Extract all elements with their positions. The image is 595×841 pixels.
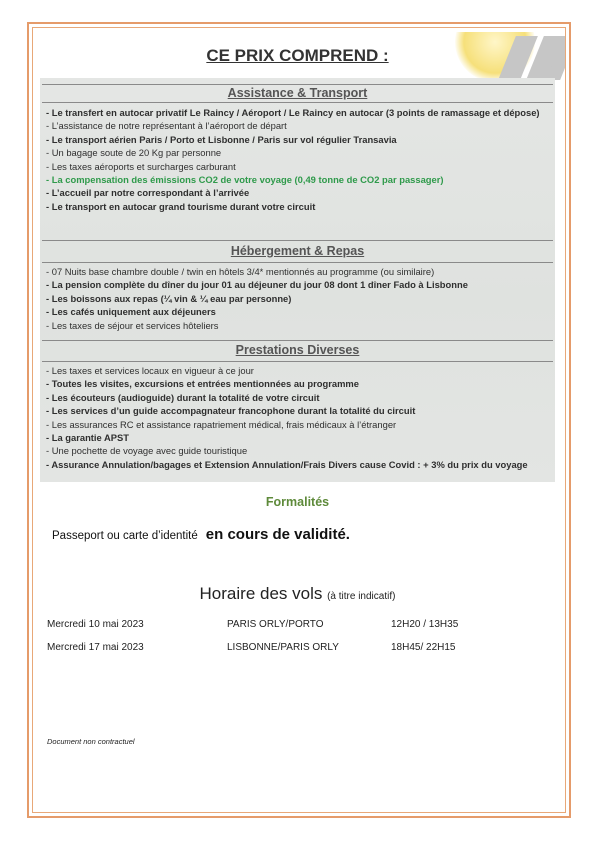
list-item: - Les taxes aéroports et surcharges carburant [46, 160, 236, 172]
flight-route: PARIS ORLY/PORTO [227, 619, 324, 630]
list-item: - L’assistance de notre représentant à l’aéroport de départ [46, 120, 287, 132]
flight-schedule-title [0, 584, 595, 604]
section-divider [42, 361, 553, 362]
list-item: - Les assurances RC et assistance rapatriement médical, frais médicaux à l’étranger [46, 418, 397, 430]
flight-time: 12H20 / 13H35 [391, 619, 459, 630]
flight-schedule-heading: Horaire des vols [199, 584, 323, 603]
list-item: - Le transport aérien Paris / Porto et Lisbonne / Paris sur vol régulier Transavia [46, 133, 397, 145]
list-item: - Les services d’un guide accompagnateur francophone durant la totalité du circuit [46, 405, 416, 417]
list-item: - Toutes les visites, excursions et entrées mentionnées au programme [46, 378, 359, 390]
flight-row [47, 619, 547, 633]
section-divider [42, 84, 553, 85]
flight-route: LISBONNE/PARIS ORLY [227, 642, 339, 653]
list-item: - 07 Nuits base chambre double / twin en hôtels 3/4* mentionnés au programme (ou similaire) [46, 266, 435, 277]
disclaimer-note: Document non contractuel [47, 737, 135, 746]
formalites-document: Passeport ou carte d’identité [52, 530, 198, 542]
section-title-hebergement: Hébergement & Repas [230, 244, 365, 258]
list-item: - Un bagage soute de 20 Kg par personne [46, 147, 222, 159]
list-item: - Les boissons aux repas (¼ vin & ¼ eau par personne) [46, 292, 292, 304]
list-item: - Le transfert en autocar privatif Le Raincy / Aéroport / Le Raincy en autocar (3 points de ramassage et dépose) [46, 107, 540, 118]
flight-schedule-subtitle: (à titre indicatif) [327, 591, 396, 602]
flight-date: Mercredi 17 mai 2023 [47, 642, 144, 653]
formalites-title: Formalités [265, 495, 330, 509]
list-item: - Assurance Annulation/bagages et Extension Annulation/Frais Divers cause Covid : + 3% du prix du voyage [46, 458, 528, 470]
flight-date: Mercredi 10 mai 2023 [47, 619, 144, 630]
formalites-text [52, 526, 350, 543]
section-divider [42, 340, 553, 341]
list-item: - Les écouteurs (audioguide) durant la totalité de votre circuit [46, 391, 320, 403]
flight-time: 18H45/ 22H15 [391, 642, 456, 653]
included-services-panel [40, 78, 555, 482]
list-item: - La garantie APST [46, 432, 130, 444]
list-item: - Les taxes de séjour et services hôteliers [46, 319, 219, 331]
section-divider [42, 262, 553, 263]
section-divider [42, 102, 553, 103]
section-title-prestations: Prestations Diverses [235, 343, 360, 357]
section-list-assistance [46, 106, 551, 213]
flight-row [47, 642, 547, 656]
section-list-hebergement [46, 265, 551, 332]
formalites-validity: en cours de validité. [205, 526, 350, 543]
list-item: - La compensation des émissions CO2 de votre voyage (0,49 tonne de CO2 par passager) [46, 174, 444, 186]
list-item: - L’accueil par notre correspondant à l’arrivée [46, 187, 250, 199]
page-title: CE PRIX COMPREND : [206, 46, 389, 65]
section-list-prestations [46, 364, 551, 471]
section-divider [42, 240, 553, 241]
list-item: - La pension complète du dîner du jour 01 au déjeuner du jour 08 dont 1 dîner Fado à Lisbonne [46, 279, 468, 291]
section-title-assistance: Assistance & Transport [227, 86, 368, 100]
list-item: - Une pochette de voyage avec guide touristique [46, 445, 248, 457]
list-item: - Les cafés uniquement aux déjeuners [46, 306, 216, 318]
list-item: - Les taxes et services locaux en vigueur à ce jour [46, 365, 254, 376]
list-item: - Le transport en autocar grand tourisme durant votre circuit [46, 200, 316, 212]
